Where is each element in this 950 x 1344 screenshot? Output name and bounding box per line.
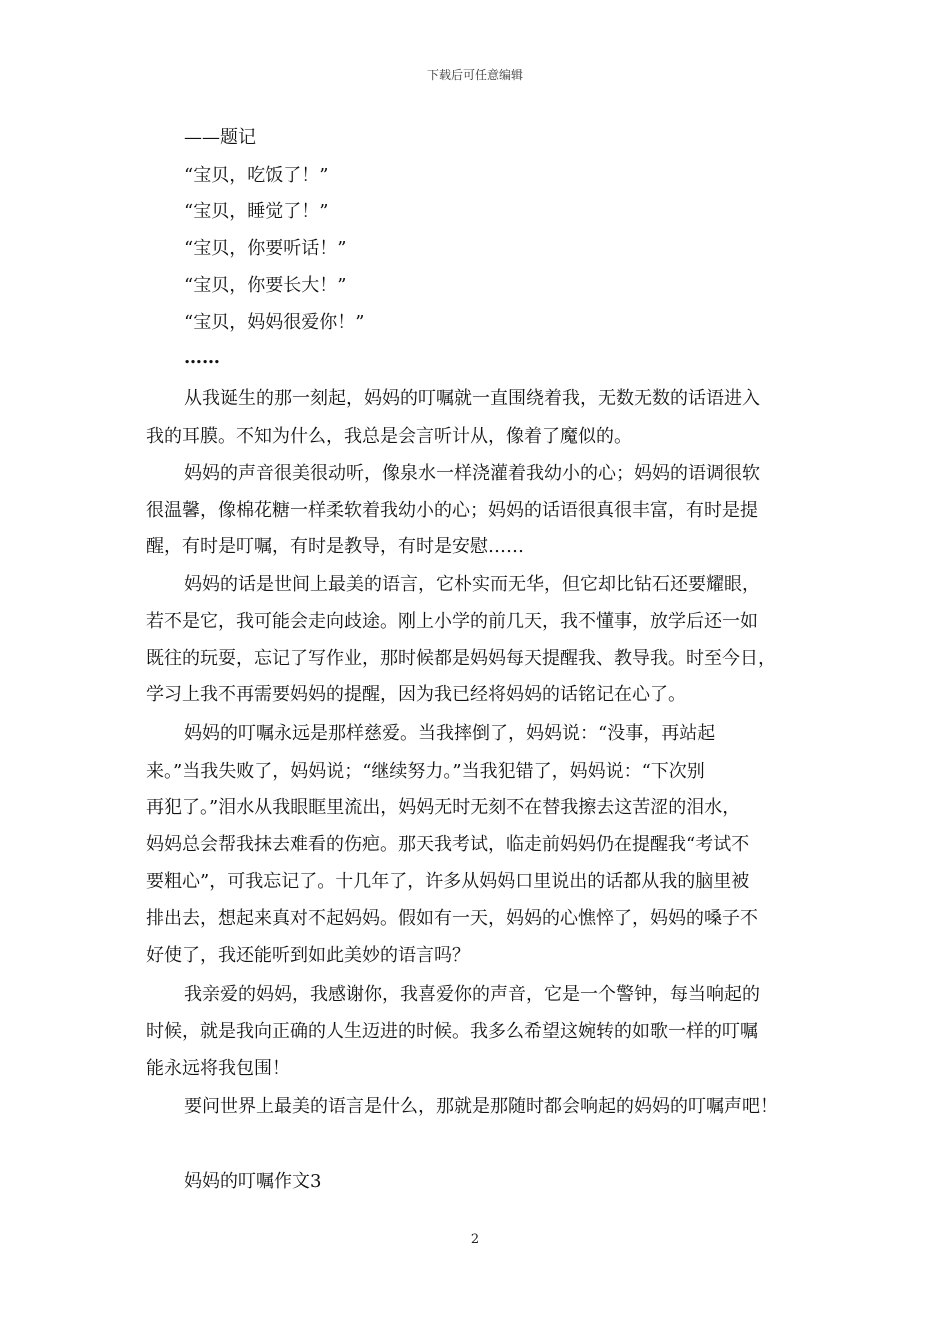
paragraph-line: 妈妈的声音很美很动听，像泉水一样浇灌着我幼小的心；妈妈的语调很软 [184,463,760,484]
paragraph-line: 要问世界上最美的语言是什么，那就是那随时都会响起的妈妈的叮嘱声吧！ [184,1096,778,1117]
paragraph-line: 很温馨，像棉花糖一样柔软着我幼小的心；妈妈的话语很真很丰富，有时是提 [146,500,758,521]
paragraph-line: 能永远将我包围！ [146,1058,290,1079]
paragraph-line: 若不是它，我可能会走向歧途。刚上小学的前几天，我不懂事，放学后还一如 [146,611,758,632]
page-number: 2 [470,1232,480,1247]
quote-line: “宝贝，妈妈很爱你！” [184,312,365,333]
paragraph-line: 妈妈总会帮我抹去难看的伤疤。那天我考试，临走前妈妈仍在提醒我“考试不 [146,834,750,855]
quote-line: “宝贝，吃饭了！” [184,165,329,186]
epigraph-attribution: ——题记 [184,127,256,148]
paragraph-line: 要粗心”，可我忘记了。十几年了，许多从妈妈口里说出的话都从我的脑里被 [146,871,750,892]
paragraph-line: 学习上我不再需要妈妈的提醒，因为我已经将妈妈的话铭记在心了。 [146,684,686,705]
section-heading: 妈妈的叮嘱作文3 [184,1171,322,1192]
ellipsis-line: …… [184,347,220,368]
quote-line: “宝贝，你要听话！” [184,238,347,259]
paragraph-line: 我的耳膜。不知为什么，我总是会言听计从，像着了魔似的。 [146,426,632,447]
paragraph-line: 好使了，我还能听到如此美妙的语言吗？ [146,945,470,966]
paragraph-line: 排出去，想起来真对不起妈妈。假如有一天，妈妈的心憔悴了，妈妈的嗓子不 [146,908,758,929]
paragraph-line: 醒，有时是叮嘱，有时是教导，有时是安慰…… [146,536,524,557]
paragraph-line: 从我诞生的那一刻起，妈妈的叮嘱就一直围绕着我，无数无数的话语进入 [184,388,760,409]
paragraph-line: 妈妈的叮嘱永远是那样慈爱。当我摔倒了，妈妈说：“没事，再站起 [184,723,716,744]
paragraph-line: 我亲爱的妈妈，我感谢你，我喜爱你的声音，它是一个警钟，每当响起的 [184,984,760,1005]
paragraph-line: 再犯了。”泪水从我眼眶里流出，妈妈无时无刻不在替我擦去这苦涩的泪水， [146,797,741,818]
quote-line: “宝贝，睡觉了！” [184,201,329,222]
paragraph-line: 既往的玩耍，忘记了写作业，那时候都是妈妈每天提醒我、教导我。时至今日， [146,648,776,669]
paragraph-line: 来。”当我失败了，妈妈说；“继续努力。”当我犯错了，妈妈说：“下次别 [146,761,705,782]
page-header: 下载后可任意编辑 [426,68,523,82]
quote-line: “宝贝，你要长大！” [184,275,347,296]
paragraph-line: 妈妈的话是世间上最美的语言，它朴实而无华，但它却比钻石还要耀眼， [184,574,760,595]
paragraph-line: 时候，就是我向正确的人生迈进的时候。我多么希望这婉转的如歌一样的叮嘱 [146,1021,758,1042]
